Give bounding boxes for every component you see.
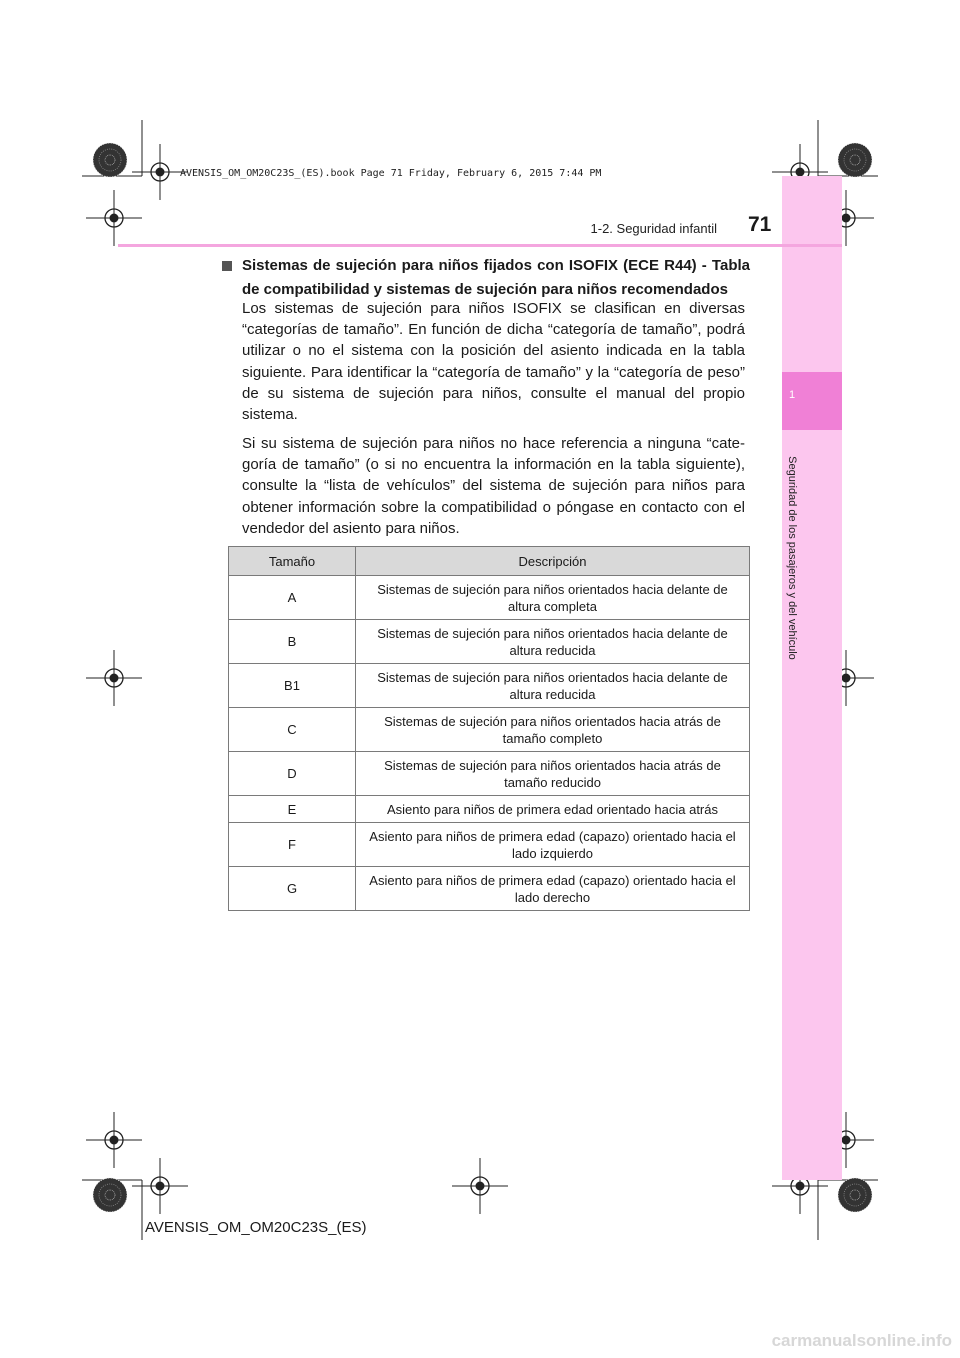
description-cell: Sistemas de sujeción para niños orientados hacia delante de altura reducida (356, 620, 750, 664)
table-row (229, 752, 750, 796)
table-row (229, 708, 750, 752)
table-row (229, 823, 750, 867)
document-code: AVENSIS_OM_OM20C23S_(ES) (145, 1219, 367, 1236)
size-cell: D (229, 752, 356, 796)
chapter-number-box (782, 372, 842, 430)
size-cell: C (229, 708, 356, 752)
size-cell: E (229, 796, 356, 823)
section-heading-text: Sistemas de sujeción para niños fijados con ISOFIX (ECE R44) - Tabla de compatibilidad y sistemas de sujeción para niños recomendados (242, 257, 750, 298)
section-heading (222, 254, 750, 302)
paragraph: Los sistemas de sujeción para niños ISOFIX se clasifican en diversas “categorías de tamaño”. En función de dicha “categoría de tamaño”, podrá utilizar o no el sistema con la posición del asiento indicada en la tabla siguiente. Para identificar la “categoría de tamaño” y la “categoría de peso” de su sistema de sujeción para niños, consulte el manual del propio sistema. (242, 300, 745, 424)
chapter-title-box (782, 438, 802, 678)
description-cell: Asiento para niños de primera edad (capazo) orientado hacia el lado derecho (356, 867, 750, 911)
table-row (229, 576, 750, 620)
section-title: 1-2. Seguridad infantil (590, 221, 717, 236)
table-row (229, 620, 750, 664)
description-cell: Sistemas de sujeción para niños orientados hacia delante de altura completa (356, 576, 750, 620)
paragraph: Si su sistema de sujeción para niños no hace referencia a ninguna “categoría de tamaño” (o si no encuentra la información en la tabla siguiente), consulte la “lista de vehículos” del sistema de sujeción para niños para obtener información sobre la compatibilidad o póngase en contacto con el vendedor del asiento para niños. (242, 435, 745, 537)
table-header-size: Tamaño (229, 547, 356, 576)
size-cell: B1 (229, 664, 356, 708)
size-cell: F (229, 823, 356, 867)
description-cell: Asiento para niños de primera edad orientado hacia atrás (356, 796, 750, 823)
size-category-table (228, 546, 750, 911)
description-cell: Sistemas de sujeción para niños orientados hacia delante de altura reducida (356, 664, 750, 708)
table-header-description: Descripción (356, 547, 750, 576)
chapter-title: Seguridad de los pasajeros y del vehículo (786, 456, 798, 660)
book-info: AVENSIS_OM_OM20C23S_(ES).book Page 71 Friday, February 6, 2015 7:44 PM (180, 168, 602, 179)
description-cell: Asiento para niños de primera edad (capazo) orientado hacia el lado izquierdo (356, 823, 750, 867)
square-bullet-icon (222, 261, 232, 271)
page-number: 71 (748, 213, 772, 236)
chapter-side-tab (782, 176, 842, 1180)
description-cell: Sistemas de sujeción para niños orientados hacia atrás de tamaño completo (356, 708, 750, 752)
header-rule (118, 244, 842, 247)
chapter-number: 1 (788, 389, 796, 401)
table-row (229, 664, 750, 708)
size-cell: A (229, 576, 356, 620)
table-header-row (229, 547, 750, 576)
size-cell: G (229, 867, 356, 911)
table-row (229, 796, 750, 823)
watermark: carmanualsonline.info (771, 1331, 952, 1350)
size-cell: B (229, 620, 356, 664)
table-row (229, 867, 750, 911)
description-cell: Sistemas de sujeción para niños orientados hacia atrás de tamaño reducido (356, 752, 750, 796)
